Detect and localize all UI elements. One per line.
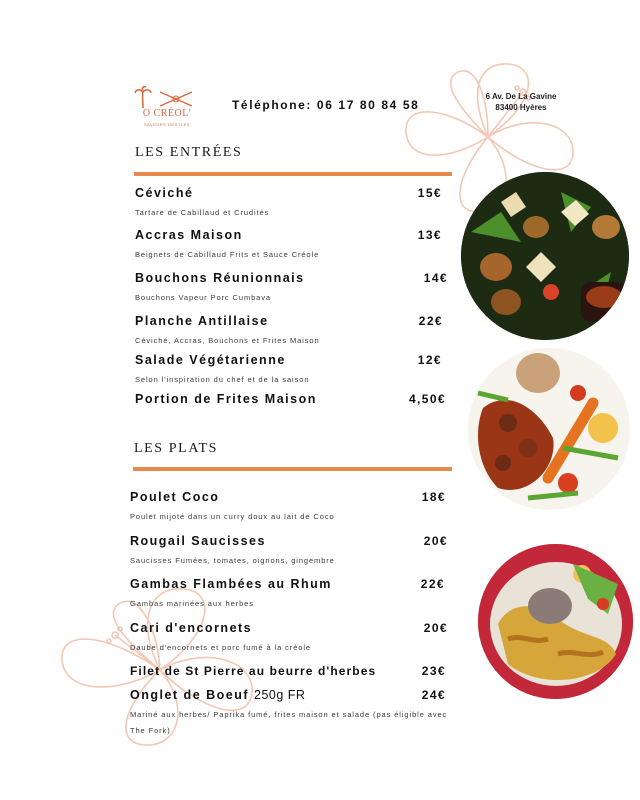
dish-description: Gambas marinées aux herbes <box>130 599 254 608</box>
dish-price: 13€ <box>417 228 442 242</box>
dish-price: 24€ <box>421 688 446 702</box>
palm-tree-icon <box>134 86 152 108</box>
dish-price: 15€ <box>417 186 442 200</box>
dish-name: Planche Antillaise <box>135 314 269 328</box>
dish-price: 14€ <box>423 271 448 285</box>
dish-price: 12€ <box>417 353 442 367</box>
dish-price: 18€ <box>421 490 446 504</box>
address <box>470 91 572 113</box>
section-title-entrees: LES ENTRÉES <box>135 145 243 160</box>
dish-name: Onglet de Boeuf <box>130 688 250 702</box>
dish-name: Gambas Flambées au Rhum <box>130 577 332 591</box>
dish-description: Tartare de Cabillaud et Crudités <box>135 208 270 217</box>
dish-name: Portion de Frites Maison <box>135 392 317 406</box>
dish-description: Mariné aux herbes/ Paprika fumé, frites maison et salade (pas éligible avec The Fork) <box>130 710 448 735</box>
dish-description: Céviché, Accras, Bouchons et Frites Maison <box>135 336 320 345</box>
dish-price: 22€ <box>420 577 445 591</box>
section-divider-plats <box>133 467 452 471</box>
logo-tagline: SAVEURS DES ÎLES <box>144 122 190 127</box>
dish-description: Beignets de Cabillaud Frits et Sauce Créole <box>135 250 320 259</box>
dish-price: 20€ <box>423 621 448 635</box>
fork-knife-icon <box>156 90 196 108</box>
logo <box>134 86 202 132</box>
section-divider-entrees <box>134 172 452 176</box>
dish-description: Bouchons Vapeur Porc Cumbava <box>135 293 271 302</box>
address-city: 83400 Hyères <box>495 103 547 112</box>
dish-description: Selon l'inspiration du chef et de la saison <box>135 375 310 384</box>
dish-name: Bouchons Réunionnais <box>135 271 305 285</box>
address-street: 6 Av. De La Gavine <box>485 92 557 101</box>
logo-name: O CRÉOL' <box>142 108 192 119</box>
section-title-plats: LES PLATS <box>134 441 219 456</box>
dish-name: Cari d'encornets <box>130 621 253 635</box>
dish-name: Rougail Saucisses <box>130 534 266 548</box>
dish-description: Saucisses Fumées, tomates, oignons, gingembre <box>130 556 335 565</box>
dish-price: 4,50€ <box>408 392 446 406</box>
dish-price: 22€ <box>418 314 443 328</box>
food-illustration <box>468 348 630 510</box>
photo-entrees-plate <box>461 172 629 340</box>
dish-name: Salade Végétarienne <box>135 353 286 367</box>
phone-number: Téléphone: 06 17 80 84 58 <box>232 98 420 112</box>
photo-rougail-plate <box>468 348 630 510</box>
dish-price: 20€ <box>423 534 448 548</box>
dish-name: Accras Maison <box>135 228 243 242</box>
dish-name: Filet de St Pierre au beurre d'herbes <box>130 664 377 678</box>
dish-weight: 250g FR <box>254 688 306 702</box>
photo-gambas-plate <box>478 544 633 699</box>
dish-name-with-extra <box>130 688 305 702</box>
dish-price: 23€ <box>421 664 446 678</box>
dish-description: Poulet mijoté dans un curry doux au lait de Coco <box>130 512 335 521</box>
food-illustration <box>478 544 633 699</box>
dish-name: Poulet Coco <box>130 490 220 504</box>
food-illustration <box>461 172 629 340</box>
dish-name: Céviché <box>135 186 194 200</box>
dish-description: Daube d'encornets et porc fumé à la créole <box>130 643 311 652</box>
